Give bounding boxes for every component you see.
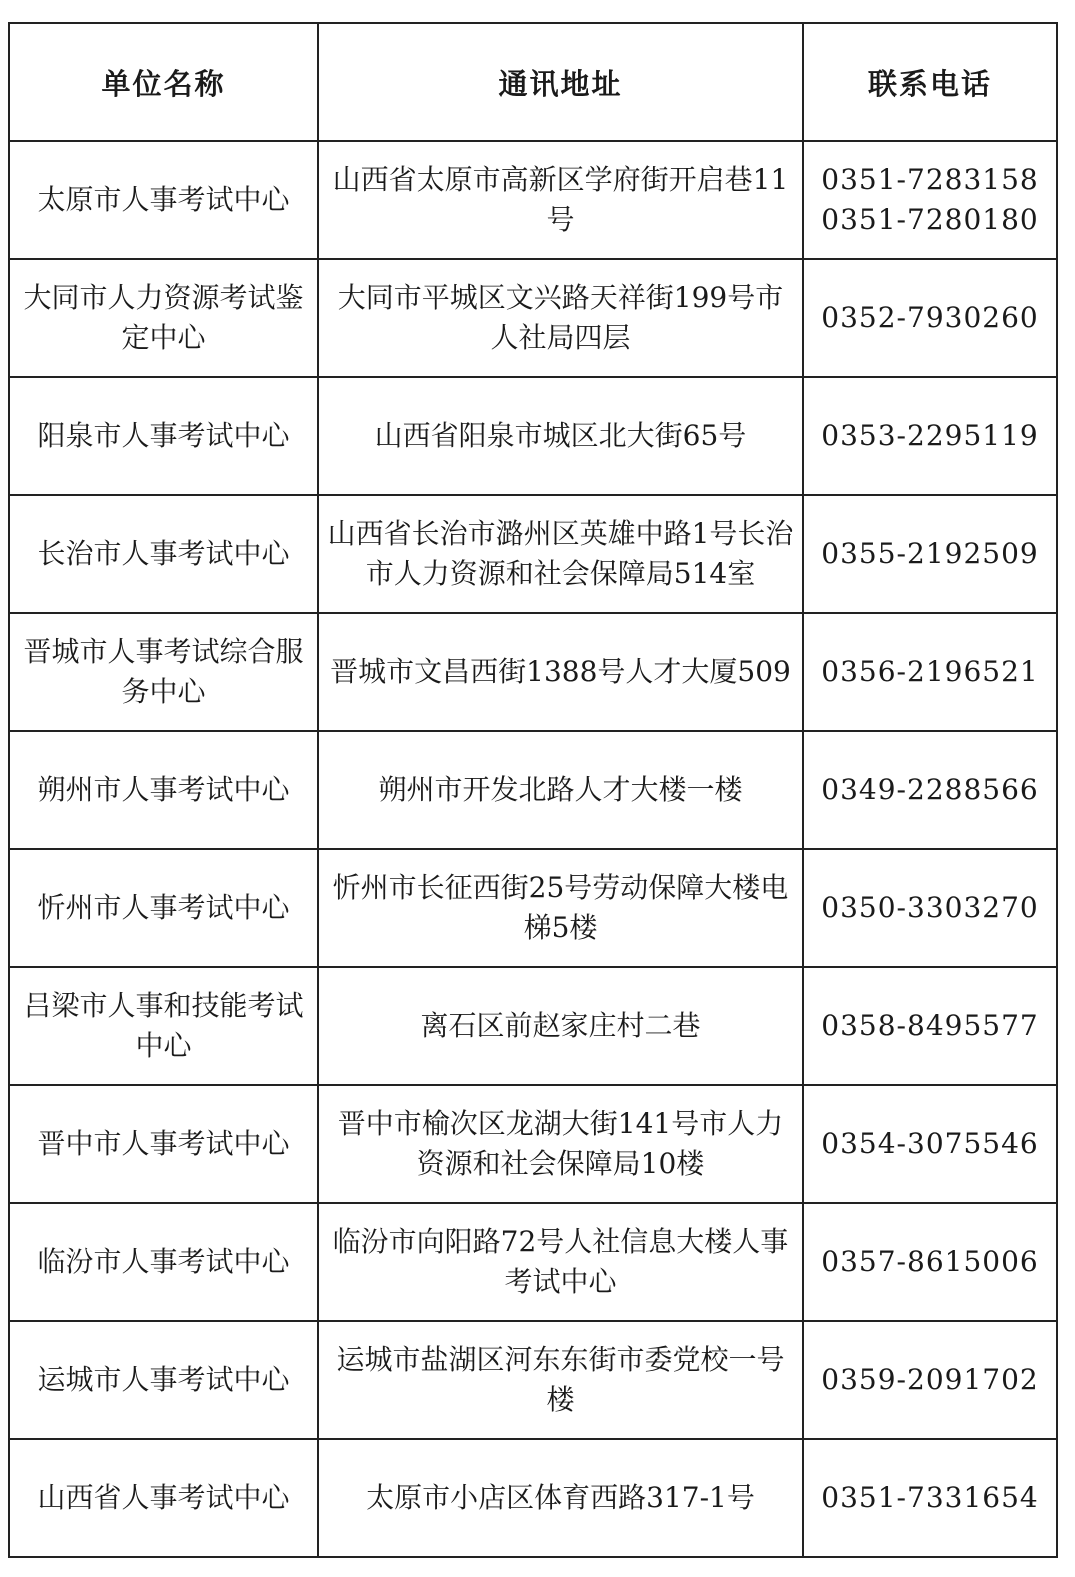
table-row — [9, 849, 1057, 967]
unit-name-cell: 大同市人力资源考试鉴定中心 — [9, 259, 318, 377]
unit-name-cell: 晋城市人事考试综合服务中心 — [9, 613, 318, 731]
header-address: 通讯地址 — [318, 23, 803, 141]
phone-cell — [803, 259, 1057, 377]
table-row — [9, 259, 1057, 377]
phone-cell — [803, 849, 1057, 967]
address-cell: 晋城市文昌西街1388号人才大厦509 — [318, 613, 803, 731]
exam-center-contact-table — [8, 22, 1058, 1558]
phone-number: 0351-7331654 — [821, 1481, 1039, 1514]
address-cell: 离石区前赵家庄村二巷 — [318, 967, 803, 1085]
phone-number: 0353-2295119 — [821, 419, 1039, 452]
phone-number: 0349-2288566 — [821, 773, 1039, 806]
table-row — [9, 1439, 1057, 1557]
header-unit-name: 单位名称 — [9, 23, 318, 141]
unit-name-cell: 运城市人事考试中心 — [9, 1321, 318, 1439]
table-row — [9, 495, 1057, 613]
table-row — [9, 141, 1057, 259]
unit-name-cell: 忻州市人事考试中心 — [9, 849, 318, 967]
address-cell: 忻州市长征西街25号劳动保障大楼电梯5楼 — [318, 849, 803, 967]
unit-name-cell: 阳泉市人事考试中心 — [9, 377, 318, 495]
phone-cell — [803, 731, 1057, 849]
phone-number: 0351-7283158 — [821, 163, 1039, 196]
unit-name-cell: 长治市人事考试中心 — [9, 495, 318, 613]
table-row — [9, 1203, 1057, 1321]
unit-name-cell: 晋中市人事考试中心 — [9, 1085, 318, 1203]
address-cell: 朔州市开发北路人才大楼一楼 — [318, 731, 803, 849]
address-cell: 太原市小店区体育西路317-1号 — [318, 1439, 803, 1557]
phone-cell — [803, 1085, 1057, 1203]
phone-number: 0357-8615006 — [821, 1245, 1039, 1278]
unit-name-cell: 临汾市人事考试中心 — [9, 1203, 318, 1321]
address-cell: 晋中市榆次区龙湖大街141号市人力资源和社会保障局10楼 — [318, 1085, 803, 1203]
phone-cell — [803, 377, 1057, 495]
phone-number: 0355-2192509 — [821, 537, 1039, 570]
phone-number: 0352-7930260 — [821, 301, 1039, 334]
phone-number: 0351-7280180 — [821, 203, 1039, 236]
header-row — [9, 23, 1057, 141]
phone-cell — [803, 1439, 1057, 1557]
phone-cell — [803, 967, 1057, 1085]
table-row — [9, 613, 1057, 731]
table-body — [9, 141, 1057, 1557]
phone-number: 0354-3075546 — [821, 1127, 1039, 1160]
unit-name-cell: 太原市人事考试中心 — [9, 141, 318, 259]
address-cell: 大同市平城区文兴路天祥街199号市人社局四层 — [318, 259, 803, 377]
address-cell: 运城市盐湖区河东东街市委党校一号楼 — [318, 1321, 803, 1439]
address-cell: 山西省长治市潞州区英雄中路1号长治市人力资源和社会保障局514室 — [318, 495, 803, 613]
phone-number: 0356-2196521 — [821, 655, 1039, 688]
phone-cell — [803, 613, 1057, 731]
phone-number: 0358-8495577 — [821, 1009, 1039, 1042]
phone-number: 0359-2091702 — [821, 1363, 1039, 1396]
phone-cell — [803, 1203, 1057, 1321]
phone-cell — [803, 1321, 1057, 1439]
header-phone: 联系电话 — [803, 23, 1057, 141]
address-cell: 临汾市向阳路72号人社信息大楼人事考试中心 — [318, 1203, 803, 1321]
address-cell: 山西省太原市高新区学府街开启巷11号 — [318, 141, 803, 259]
table-header — [9, 23, 1057, 141]
table-row — [9, 967, 1057, 1085]
address-cell: 山西省阳泉市城区北大街65号 — [318, 377, 803, 495]
table-row — [9, 731, 1057, 849]
phone-cell — [803, 141, 1057, 259]
table-row — [9, 377, 1057, 495]
unit-name-cell: 山西省人事考试中心 — [9, 1439, 318, 1557]
table-row — [9, 1321, 1057, 1439]
contact-table-sheet — [8, 22, 1056, 1558]
phone-cell — [803, 495, 1057, 613]
unit-name-cell: 朔州市人事考试中心 — [9, 731, 318, 849]
unit-name-cell: 吕梁市人事和技能考试中心 — [9, 967, 318, 1085]
table-row — [9, 1085, 1057, 1203]
phone-number: 0350-3303270 — [821, 891, 1039, 924]
